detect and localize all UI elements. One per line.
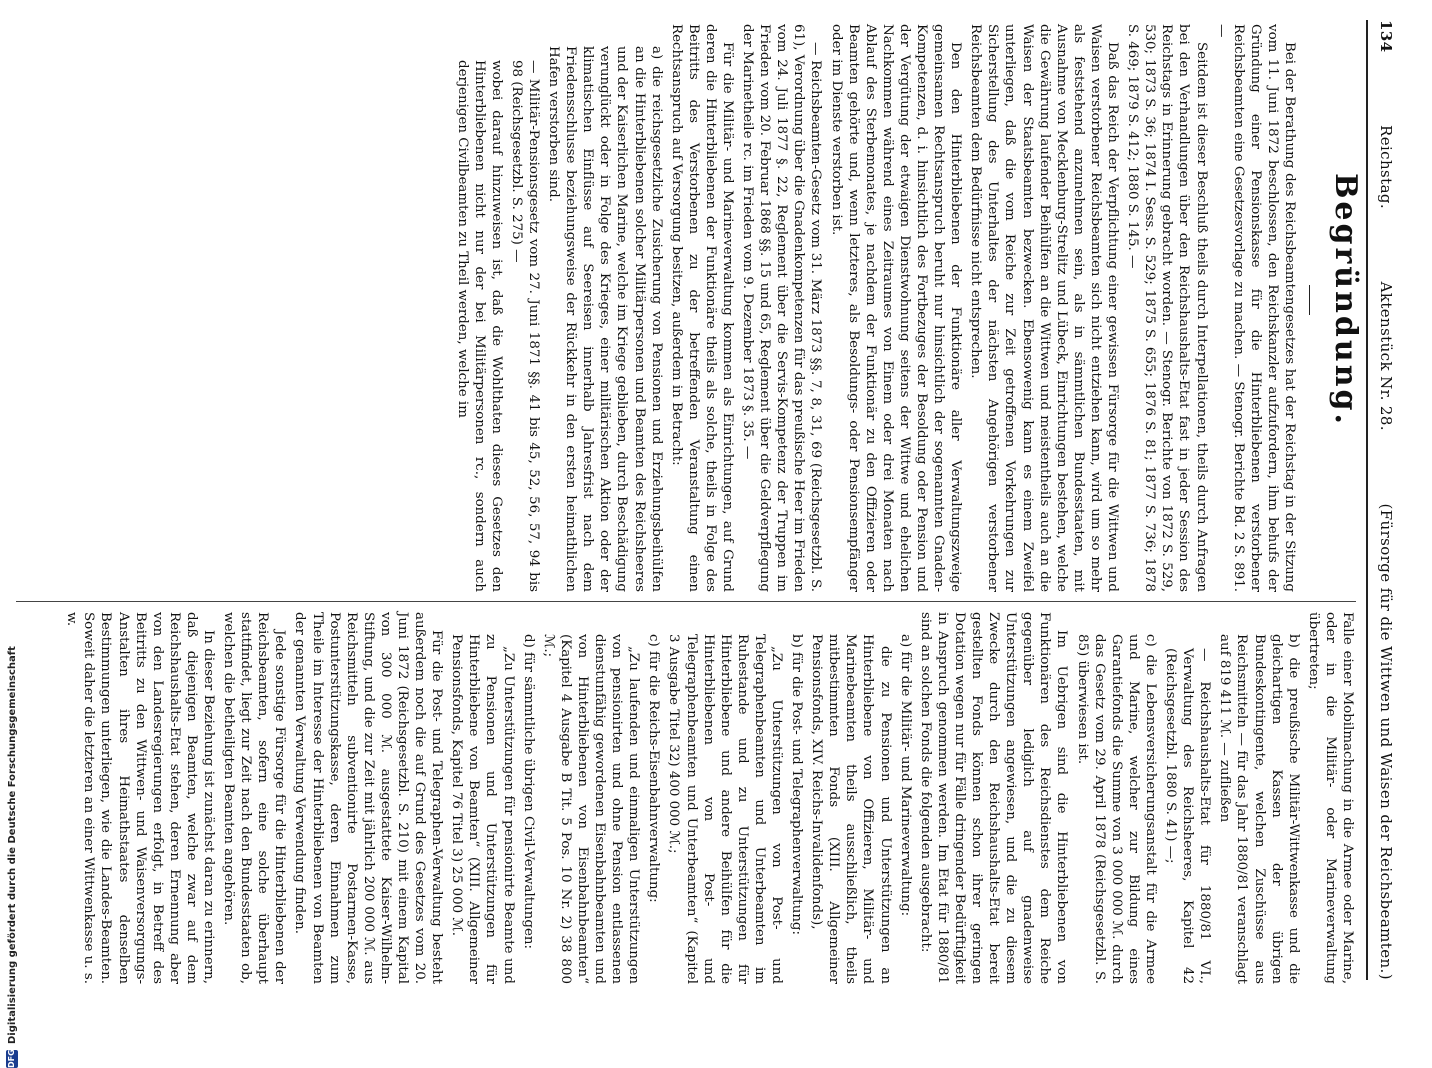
paragraph: Im Uebrigen sind die Hinterbliebenen von Funktionären des Reichsdienstes dem Reiche gegenüber lediglich auf gnadenweise Unterstützungen angewiesen, und die zu diesem Zwecke durch den Reichshaushalts-Etat bereit gestellten Fonds können schon ihrer geringen Dotation wegen nur für Fälle dringender Bedürftigkeit in Anspruch genommen werden. Im Etat für 1880/81 sind an solchen Fonds die folgenden ausgebracht:	[917, 612, 1070, 984]
paragraph: d) für sämmtliche übrigen Civil-Verwaltungen:	[520, 634, 536, 950]
right-column	[64, 612, 1356, 984]
digitization-text: Digitalisierung gefördert durch die Deutsche Forschungsgemeinschaft	[6, 646, 18, 1044]
paragraph: Daß das Reich der Verpflichtung einer gewissen Fürsorge für die Wittwen und Waisen verstorbener Reichsbeamten sich nicht entziehen kann, wird um so mehr als feststehend anzunehmen sein, als in sämmtlichen Bundesstaaten, mit Ausnahme von Mecklenburg-Strelitz und Lübeck, Einrichtungen bestehen, welche die Gewährung laufender Beihülfen an die Wittwen und meistentheils auch an die Waisen der Staatsbeamten bezwecken. Ebensowenig kann es einem Zweifel unterliegen, daß die vom Reiche zur Zeit getroffenen Vorkehrungen zur Sicherstellung des Unterhaltes der nächsten Angehörigen verstorbener Reichsbeamten dem Bedürfnisse nicht entsprechen.	[968, 24, 1121, 592]
header-source: Reichstag.	[1377, 125, 1395, 210]
section-title: Begründung.	[1328, 173, 1363, 427]
dfg-logo-icon: DFG	[7, 1049, 16, 1068]
paragraph: Falle einer Mobilmachung in die Armee oder Marine, oder in die Militär- oder Marineverwaltung übertreten;	[1305, 612, 1355, 984]
paragraph: die zu Pensionen und Unterstützungen an Hinterbliebene von Offizieren, Militär- und Marinebeamten theils ausschließlich, theils mitbestimmten Fonds (XIII. Allgemeiner Pensionsfonds, XIV. Reichs-Invalidenfonds),	[809, 634, 893, 984]
digitization-note	[4, 468, 20, 1068]
paragraph: a) für die Militär- und Marineverwaltung:	[897, 634, 913, 917]
header-document: Aktenstück Nr. 28.	[1377, 281, 1395, 431]
paragraph: Jede sonstige Fürsorge für die Hinterbliebenen der Reichsbeamten, sofern eine solche überhaupt stattfindet, liegt zur Zeit nach den Bundesstaaten ob, welchen die betheiligten Beamten angehören.	[221, 612, 288, 984]
paragraph: Den den Hinterbliebenen der Funktionäre aller Verwaltungszweige gemeinsamen Rechtsanspruch beruht nur hinsichtlich der sogenannten Gnaden-Kompetenzen, d. i. hinsichtlich des Fortbezuges der Besoldung oder Pension und der Vergütung der etwaigen Dienstwohnung seitens der Wittwe und ehelichen Nachkommen während eines Zeitraumes von Einem oder drei Monaten nach Ablauf des Sterbemonates, je nachdem der Funktionär zu den Offizieren oder Beamten gehörte und, wenn letzteres, als Besoldungs- oder Pensionsempfänger oder im Dienste verstorben ist.	[828, 24, 964, 592]
paragraph: — Reichshaushalts-Etat für 1880/81 VI., Verwaltung des Reichsheeres, Kapitel 42 (Reichsgesetzbl. 1880 S. 41) —;	[1163, 648, 1213, 984]
paragraph: — Militär-Pensionsgesetz vom 27. Juni 1871 §§. 41 bis 45, 52, 56, 57, 94 bis 98 (Reichsgesetzbl. S. 275) —	[508, 60, 541, 592]
header-subject: (Fürsorge für die Wittwen und Waisen der Reichsbeamten.)	[1377, 503, 1395, 980]
paragraph: c) die Lebensversicherungsanstalt für die Armee und Marine, welcher zur Bildung eines Garantiefonds die Summe von 3 000 000 ℳ. durch das Gesetz vom 29. April 1878 (Reichsgesetzbl. S. 85) überwiesen ist.	[1074, 634, 1158, 984]
running-header	[1372, 20, 1394, 980]
paragraph: wobei darauf hinzuweisen ist, daß die Wohlthaten dieses Gesetzes den Hinterbliebenen nicht nur der bei Militärpersonen rc., sondern auch derjenigen Civilbeamten zu Theil werden, welche im	[454, 60, 504, 592]
column-divider	[16, 601, 1356, 602]
paragraph: „Zu Unterstützungen für pensionirte Beamte und zu Pensionen und Unterstützungen für Hinterbliebene von Beamten“ (XIII. Allgemeiner Pensionsfonds, Kapitel 76 Titel 3) 25 000 ℳ.	[449, 634, 516, 984]
paragraph: Seitdem ist dieser Beschluß theils durch Interpellationen, theils durch Anfragen bei den Verhandlungen über den Reichshaushalts-Etat fast in jeder Session des Reichstags in Erinnerung gebracht worden. — Stenogr. Berichte von 1872 S. 529, 530; 1873 S. 36; 1874 I. Sess. S. 529; 1875 S. 655; 1876 S. 81; 1877 S. 736; 1878 S. 469; 1879 S. 412; 1880 S. 145. —	[1125, 24, 1209, 592]
paragraph: b) für die Post- und Telegraphenverwaltung:	[789, 634, 805, 936]
title-rule	[1309, 285, 1310, 315]
paragraph: — Reichsbeamten-Gesetz vom 31. März 1873 §§. 7, 8, 31, 69 (Reichsgesetzbl. S. 61), Verordnung über die Gnadenkompetenzen für das preußische Heer im Frieden vom 24. Juli 1877 §. 22, Reglement über die Servis-Kompetenz der Truppen im Frieden vom 20. Februar 1868 §§. 15 und 65, Reglement über die Geldverpflegung der Marinetheile rc. im Frieden vom 9. Dezember 1873 §. 35. —	[740, 24, 824, 592]
paragraph: Für die Militär- und Marineverwaltung kommen als Einrichtungen, auf Grund deren die Hinterbliebenen der Funktionäre theils als solche, theils in Folge des Beitritts des Verstorbenen zu der betreffenden Veranstaltung einen Rechtsanspruch auf Versorgung besitzen, außerdem in Betracht:	[668, 24, 735, 592]
paragraph: Bei der Berathung des Reichsbeamtengesetzes hat der Reichstag in der Sitzung vom 11. Juni 1872 beschlossen, den Reichskanzler aufzufordern, ihm behufs der Gründung einer Pensionskasse für die Hinterbliebenen verstorbener Reichsbeamten eine Gesetzesvorlage zu machen. — Stenogr. Berichte Bd. 2 S. 891. —	[1213, 24, 1297, 592]
paragraph: „Zu Unterstützungen von Post- und Telegraphenbeamten und Unterbeamten im Ruhestande und zu Unterstützungen für Hinterbliebene und andere Beihülfen für die Hinterbliebenen von Post- und Telegraphenbeamten und Unterbeamten“ (Kapitel 3 Ausgabe Titel 32) 400 000 ℳ.;	[666, 634, 784, 984]
page-number: 134	[1377, 20, 1395, 53]
header-rule	[1366, 20, 1368, 980]
paragraph: „Zu laufenden und einmaligen Unterstützungen von pensionirten und ohne Pension entlassenen dienstunfähig gewordenen Eisenbahnbeamten und von Hinterbliebenen von Eisenbahnbeamten“ (Kapitel 4 Ausgabe B Tit. 5 Pos. 10 Nr. 2) 38 800 ℳ.;	[540, 634, 642, 984]
paragraph: Für die Post- und Telegraphen-Verwaltung besteht außerdem noch die auf Grund des Gesetzes vom 20. Juni 1872 (Reichsgesetzbl. S. 210) mit einem Kapital von 300 000 ℳ. ausgestattete Kaiser-Wilhelm-Stiftung, und die zur Zeit mit jährlich 200 000 ℳ. aus Reichsmitteln subventionirte Postarmen-Kasse, Postunterstützungskasse, deren Einnahmen zum Theile im Interesse der Hinterbliebenen von Beamten der genannten Verwaltung Verwendung finden.	[292, 612, 445, 984]
paragraph: a) die reichsgesetzliche Zusicherung von Pensionen und Erziehungsbeihülfen an die Hinterbliebenen solcher Militärpersonen und Beamten des Reichsheeres und der Kaiserlichen Marine, welche im Kriege geblieben, durch Beschädigung verunglückt oder in Folge des Krieges, einer militärischen Aktion oder der klimatischen Einflüsse auf Seereisen innerhalb Jahresfrist nach dem Friedensschlusse beziehungsweise der Rückkehr in den ersten heimathlichen Hafen verstorben sind.	[546, 46, 664, 592]
paragraph: b) die preußische Militär-Wittwenkasse und die gleichartigen Kassen der übrigen Bundeskontingente, welchen Zuschüsse aus Reichsmitteln — für das Jahr 1880/81 veranschlagt auf 819 411 ℳ. — zufließen	[1217, 634, 1301, 984]
paragraph: In dieser Beziehung ist zunächst daran zu erinnern, daß diejenigen Beamten, welche zwar auf dem Reichshaushalts-Etat stehen, deren Ernennung aber von den Landesregierungen erfolgt, in Betreff des Beitritts zu den Wittwen- und Waisenversorgungs-Anstalten ihres Heimathstaates denselben Bestimmungen unterliegen, wie die Landes-Beamten. Soweit daher die letzteren an einer Wittwenkasse u. s. w.	[64, 612, 216, 984]
paragraph: c) für die Reichs-Eisenbahnverwaltung:	[646, 634, 662, 903]
left-column	[18, 24, 1298, 592]
